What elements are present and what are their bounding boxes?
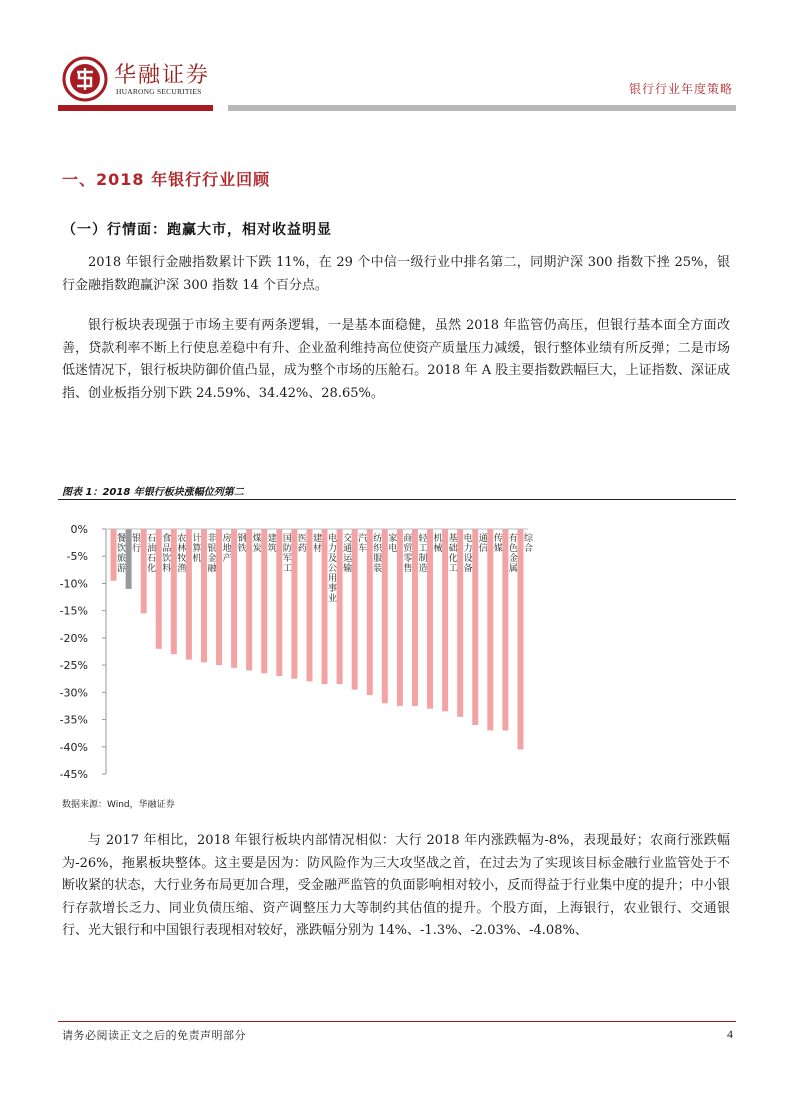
x-tick-label: 轻工制造 xyxy=(418,534,428,574)
bar xyxy=(352,529,358,690)
bar xyxy=(276,529,282,676)
bar xyxy=(412,529,418,706)
x-tick-label: 汽车 xyxy=(358,534,368,554)
x-tick-label: 传媒 xyxy=(493,534,503,554)
bar xyxy=(322,529,328,684)
bar xyxy=(186,529,192,660)
bar xyxy=(487,529,493,730)
footer-disclaimer: 请务必阅读正文之后的免责声明部分 xyxy=(62,1029,246,1042)
x-tick-label: 建材 xyxy=(312,534,322,554)
bar xyxy=(457,529,463,717)
bar xyxy=(201,529,207,662)
x-tick-label: 建筑 xyxy=(267,534,277,554)
y-tick-label: -10% xyxy=(59,577,88,591)
bar xyxy=(427,529,433,709)
x-tick-label: 家电 xyxy=(388,534,398,554)
paragraph-2: 银行板块表现强于市场主要有两条逻辑，一是基本面稳健，虽然 2018 年监管仍高压，但银行基本面全方面改善，贷款利率不断上行使息差稳中有升、企业盈利维持高位使资产质量压力减缓，银行整体业绩有所反弹；二是市场低迷情况下，银行板块防御价值凸显，成为整个市场的压舱石。2018 年 A 股主要指数跌幅巨大，上证指数、深证成指、创业板指分别下跌 24.59%、34.42%、28.65%。 xyxy=(62,318,730,401)
bar xyxy=(246,529,252,671)
x-tick-label: 煤炭 xyxy=(252,534,262,554)
bar xyxy=(111,529,117,581)
bar xyxy=(367,529,373,695)
y-tick-label: -5% xyxy=(66,550,88,564)
y-tick-label: 0% xyxy=(70,523,88,536)
bar xyxy=(126,529,132,589)
x-tick-label: 交通运输 xyxy=(343,534,353,574)
x-tick-label: 钢铁 xyxy=(237,534,247,554)
x-tick-label: 房地产 xyxy=(222,534,232,564)
x-tick-label: 银行 xyxy=(132,534,142,554)
y-tick-label: -30% xyxy=(59,686,88,700)
figure-title-rule xyxy=(58,499,736,500)
brand-name-cn: 华融证券 xyxy=(114,63,211,88)
y-tick-label: -45% xyxy=(59,768,88,781)
bar xyxy=(397,529,403,706)
brand-name-en: HUARONG SECURITIES xyxy=(116,87,202,96)
x-tick-label: 计算机 xyxy=(192,534,202,564)
x-tick-label: 电力及公用事业 xyxy=(328,534,338,604)
bar xyxy=(216,529,222,665)
huarong-logo-icon xyxy=(62,56,108,102)
x-tick-label: 国防军工 xyxy=(282,534,292,574)
header-rule-red xyxy=(58,105,213,111)
bar xyxy=(472,529,478,725)
bar xyxy=(156,529,162,649)
bar xyxy=(306,529,312,681)
x-tick-label: 纺织服装 xyxy=(373,534,383,574)
y-tick-label: -25% xyxy=(59,659,88,673)
y-tick-label: -35% xyxy=(59,713,88,727)
bar-chart xyxy=(58,503,736,793)
x-tick-label: 医药 xyxy=(297,534,307,554)
x-tick-label: 食品饮料 xyxy=(162,534,172,574)
x-tick-label: 石油石化 xyxy=(147,534,157,574)
bar xyxy=(171,529,177,654)
x-tick-label: 电力设备 xyxy=(463,534,473,574)
figure-title: 图表 1：2018 年银行板块涨幅位列第二 xyxy=(62,487,244,498)
bar xyxy=(442,529,448,711)
header-rule-gray xyxy=(228,105,736,111)
x-tick-label: 通信 xyxy=(478,534,488,554)
page-number: 4 xyxy=(727,1027,733,1041)
y-tick-label: -20% xyxy=(59,631,88,645)
x-tick-label: 综合 xyxy=(523,534,533,554)
bar xyxy=(517,529,523,750)
x-tick-label: 农林牧渔 xyxy=(177,534,187,574)
bar xyxy=(382,529,388,703)
y-tick-label: -15% xyxy=(59,604,88,618)
x-tick-label: 非银金融 xyxy=(207,534,217,574)
paragraph-3: 与 2017 年相比，2018 年银行板块内部情况相似：大行 2018 年内涨跌幅为-8%，表现最好；农商行涨跌幅为-26%，拖累板块整体。这主要是因为：防风险作为三大攻坚战之首，在过去为了实现该目标金融行业监管处于不断收紧的状态，大行业务布局更加合理，受金融严监管的负面影响相对较小，反而得益于行业集中度的提升；中小银行存款增长乏力、同业负债压缩、资产调整压力大等制约其估值的提升。个股方面，上海银行，农业银行、交通银行、光大银行和中国银行表现相对较好，涨跌幅分别为 14%、-1.3%、-2.03%、-4.08%、 xyxy=(62,833,730,938)
bar xyxy=(502,529,508,730)
figure-source: 数据来源：Wind，华融证券 xyxy=(62,800,175,810)
bar xyxy=(261,529,267,673)
report-title: 银行行业年度策略 xyxy=(628,82,733,96)
footer-rule xyxy=(58,1021,736,1022)
x-tick-label: 商贸零售 xyxy=(403,534,413,574)
bar xyxy=(291,529,297,679)
bar xyxy=(141,529,147,613)
bar xyxy=(337,529,343,684)
x-tick-label: 机械 xyxy=(433,534,443,554)
section-subheading: （一）行情面：跑赢大市，相对收益明显 xyxy=(62,222,332,238)
section-heading: 一、2018 年银行行业回顾 xyxy=(62,170,271,189)
y-tick-label: -40% xyxy=(59,740,88,754)
x-tick-label: 有色金属 xyxy=(508,534,518,574)
paragraph-1: 2018 年银行金融指数累计下跌 11%，在 29 个中信一级行业中排名第二，同期沪深 300 指数下挫 25%，银行金融指数跑赢沪深 300 指数 14 个百分点。 xyxy=(62,255,730,293)
x-tick-label: 基础化工 xyxy=(448,534,458,574)
x-tick-label: 餐饮旅游 xyxy=(117,534,127,574)
bar xyxy=(231,529,237,668)
